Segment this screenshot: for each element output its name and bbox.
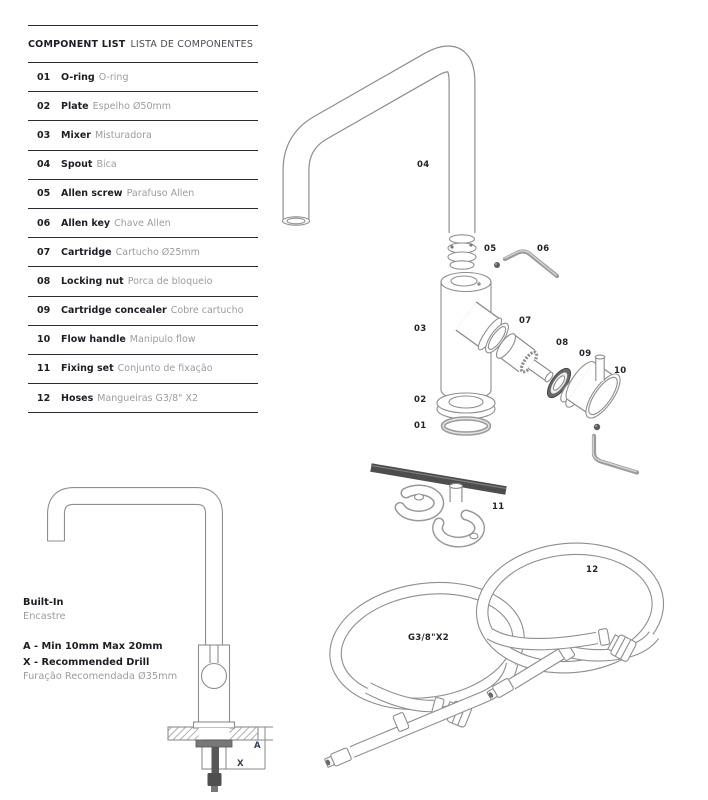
allen-screw-drawing (494, 262, 500, 268)
part-label-06: 06 (537, 244, 550, 254)
part-label-12: 12 (586, 565, 599, 575)
component-num: 06 (37, 217, 51, 229)
component-num: 03 (37, 129, 51, 141)
component-name-pt: Cobre cartucho (170, 305, 244, 317)
spout-drawing (283, 59, 463, 233)
component-name-pt: Mangueiras G3/8" X2 (97, 392, 199, 404)
dim-label-a: A (254, 741, 261, 751)
component-num: 01 (37, 71, 51, 83)
component-row-10 (28, 326, 258, 355)
component-num: 09 (37, 305, 51, 317)
component-name: Mixer (61, 129, 91, 141)
part-label-04: 04 (417, 160, 430, 170)
dim-x-pt: Furação Recomendada Ø35mm (23, 671, 178, 682)
component-row-04 (28, 151, 258, 180)
component-row-01 (28, 63, 258, 92)
part-label-08: 08 (556, 338, 569, 348)
component-name-pt: Porca de bloqueio (127, 275, 213, 287)
component-name: O-ring (61, 71, 95, 83)
part-label-07: 07 (519, 316, 532, 326)
mixer-drawing (441, 273, 512, 400)
component-row-08 (28, 267, 258, 296)
hose-size-label: G3/8"X2 (408, 633, 449, 643)
component-name: Fixing set (61, 363, 114, 375)
component-name: Locking nut (61, 275, 124, 287)
component-row-05 (28, 180, 258, 209)
component-name-pt: Bica (96, 159, 117, 171)
component-name-pt: Cartucho Ø25mm (115, 246, 200, 258)
component-row-02 (28, 92, 258, 121)
dim-label-x: X (237, 759, 244, 769)
fixing-set-drawing (371, 466, 506, 543)
part-label-11: 11 (492, 502, 505, 512)
component-num: 12 (37, 392, 51, 404)
component-list (28, 25, 258, 413)
part-label-10: 10 (614, 366, 627, 376)
component-name: Allen key (61, 217, 111, 229)
component-num: 05 (37, 188, 51, 200)
spout-connector-drawing (448, 235, 476, 269)
dim-x-title: X - Recommended Drill (23, 657, 150, 668)
component-name: Allen screw (61, 188, 123, 200)
o-ring-drawing (443, 419, 489, 434)
part-label-03: 03 (414, 324, 427, 334)
component-name: Cartridge concealer (61, 305, 167, 317)
component-list-title-pt: LISTA DE COMPONENTES (130, 38, 254, 50)
component-name-pt: Misturadora (94, 129, 152, 141)
component-name-pt: Manipulo flow (129, 334, 196, 346)
component-name: Plate (61, 100, 89, 112)
component-name: Spout (61, 159, 93, 171)
part-label-09: 09 (579, 349, 592, 359)
hose-left-drawing (324, 577, 526, 769)
part-label-02: 02 (414, 395, 427, 405)
component-num: 02 (37, 100, 51, 112)
component-row-07 (28, 238, 258, 267)
component-list-header (28, 25, 258, 63)
component-row-11 (28, 355, 258, 384)
allen-key-drawing (505, 251, 557, 276)
part-label-05: 05 (484, 244, 497, 254)
component-row-12 (28, 384, 258, 413)
component-num: 11 (37, 363, 51, 375)
built-in-title: Built-In (23, 597, 64, 608)
component-row-06 (28, 209, 258, 238)
component-row-03 (28, 121, 258, 150)
component-row-09 (28, 297, 258, 326)
built-in-faucet-drawing (48, 496, 230, 725)
plate-drawing (437, 393, 495, 419)
component-name-pt: Espelho Ø50mm (92, 100, 172, 112)
built-in-title-pt: Encastre (23, 611, 66, 622)
component-num: 08 (37, 275, 51, 287)
countertop-drawing (168, 722, 258, 792)
built-in-title-block (23, 596, 66, 624)
component-name: Hoses (61, 392, 94, 404)
handle-screw-drawing (594, 424, 600, 430)
component-name: Flow handle (61, 334, 126, 346)
component-name: Cartridge (61, 246, 112, 258)
handle-allen-key-drawing (593, 436, 637, 473)
component-name-pt: Conjunto de fixação (117, 363, 213, 375)
component-num: 07 (37, 246, 51, 258)
component-name-pt: O-ring (98, 71, 129, 83)
component-num: 10 (37, 334, 51, 346)
part-label-01: 01 (414, 421, 427, 431)
dim-a-block (23, 640, 163, 654)
dim-a-text: A - Min 10mm Max 20mm (23, 641, 163, 652)
component-num: 04 (37, 159, 51, 171)
component-name-pt: Parafuso Allen (126, 188, 195, 200)
component-name-pt: Chave Allen (114, 217, 171, 229)
dim-x-block (23, 656, 177, 684)
component-list-title-en: COMPONENT LIST (28, 38, 126, 50)
